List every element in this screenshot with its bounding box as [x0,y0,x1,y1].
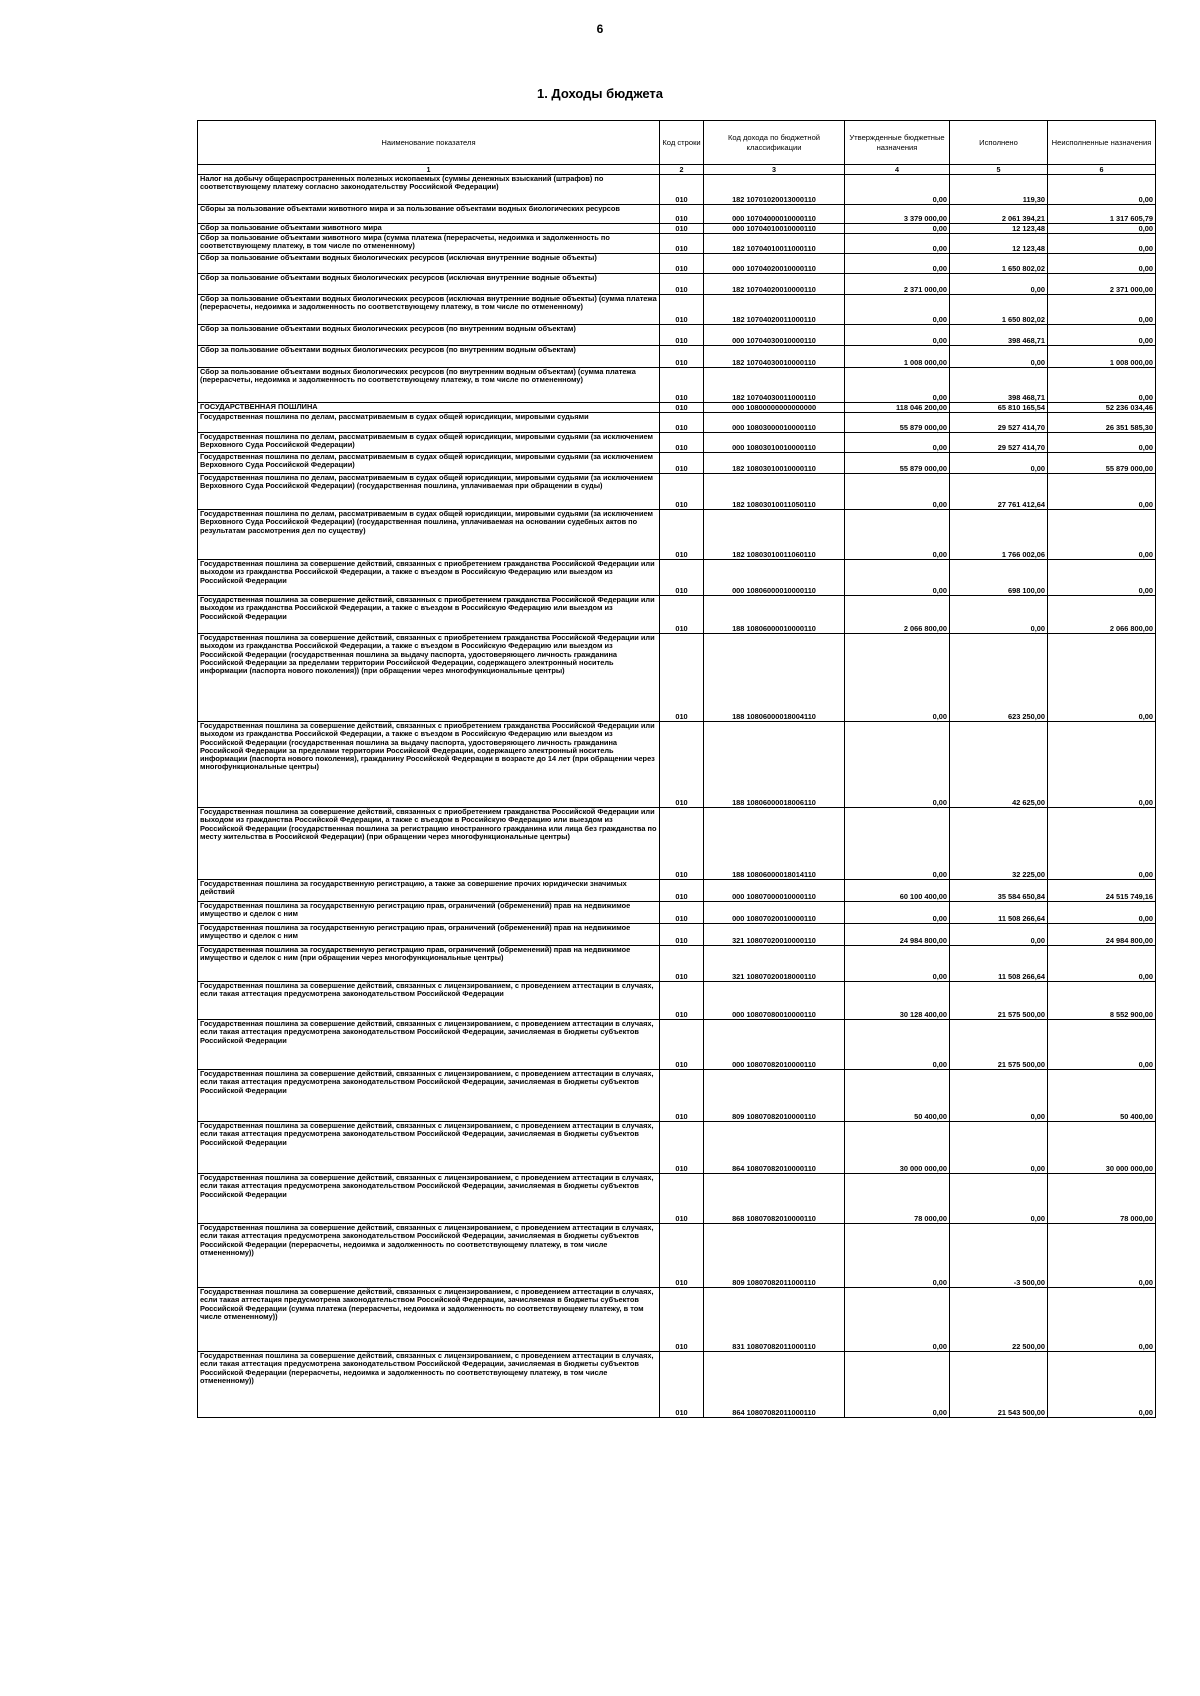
revenue-code-cell: 182 10704030010000110 [704,346,845,368]
unexecuted-amount-cell: 78 000,00 [1048,1174,1156,1224]
unexecuted-amount-cell: 0,00 [1048,224,1156,234]
table-row [198,1174,1156,1224]
table-row [198,254,1156,274]
line-code-cell: 010 [660,902,704,924]
revenue-code-cell: 188 10806000018014110 [704,808,845,880]
line-code-cell: 010 [660,346,704,368]
approved-amount-cell: 0,00 [845,474,950,510]
indicator-name-cell: Государственная пошлина за совершение действий, связанных с приобретением гражданства Российской Федерации или выходом из гражданства Российской Федерации, а также с въездом в Российскую Федерацию или выездом из Российской Федерации [198,560,660,596]
approved-amount-cell: 55 879 000,00 [845,453,950,474]
line-code-cell: 010 [660,175,704,205]
unexecuted-amount-cell: 30 000 000,00 [1048,1122,1156,1174]
executed-amount-cell: -3 500,00 [950,1224,1048,1288]
indicator-name-cell: Сбор за пользование объектами водных биологических ресурсов (по внутренним водным объектам) (сумма платежа (перерасчеты, недоимка и задолженность по соответствующему платежу, в том числе по отмененному) [198,368,660,403]
executed-amount-cell: 398 468,71 [950,368,1048,403]
column-number: 5 [950,165,1048,175]
table-header-row [198,121,1156,165]
header-indicator-name: Наименование показателя [198,121,660,165]
line-code-cell: 010 [660,982,704,1020]
line-code-cell: 010 [660,1174,704,1224]
unexecuted-amount-cell: 0,00 [1048,902,1156,924]
indicator-name-cell: Государственная пошлина за совершение действий, связанных с лицензированием, с проведением аттестации в случаях, если такая аттестация предусмотрена законодательством Российской Федерации, зачисляемая в бюджеты субъектов Российской Федерации [198,1122,660,1174]
revenue-code-cell: 864 10807082011000110 [704,1352,845,1418]
approved-amount-cell: 0,00 [845,1288,950,1352]
unexecuted-amount-cell: 1 008 000,00 [1048,346,1156,368]
indicator-name-cell: Государственная пошлина за совершение действий, связанных с лицензированием, с проведением аттестации в случаях, если такая аттестация предусмотрена законодательством Российской Федерации, зачисляемая в бюджеты субъектов Российской Федерации [198,1174,660,1224]
executed-amount-cell: 0,00 [950,1070,1048,1122]
indicator-name-cell: Сбор за пользование объектами животного мира (сумма платежа (перерасчеты, недоимка и задолженность по соответствующему платежу, в том числе по отмененному) [198,234,660,254]
revenue-code-cell: 000 10807082010000110 [704,1020,845,1070]
budget-revenue-table [197,120,1156,1418]
unexecuted-amount-cell: 0,00 [1048,946,1156,982]
table-row [198,295,1156,325]
indicator-name-cell: Государственная пошлина за совершение действий, связанных с лицензированием, с проведением аттестации в случаях, если такая аттестация предусмотрена законодательством Российской Федерации, зачисляемая в бюджеты субъектов Российской Федерации [198,1020,660,1070]
indicator-name-cell: Государственная пошлина по делам, рассматриваемым в судах общей юрисдикции, мировыми судьями (за исключением Верховного Суда Российской Федерации) (государственная пошлина, уплачиваемая при обращении в суды) [198,474,660,510]
column-number: 2 [660,165,704,175]
table-row [198,325,1156,346]
column-number: 3 [704,165,845,175]
revenue-code-cell: 831 10807082011000110 [704,1288,845,1352]
unexecuted-amount-cell: 0,00 [1048,808,1156,880]
approved-amount-cell: 30 128 400,00 [845,982,950,1020]
revenue-code-cell: 864 10807082010000110 [704,1122,845,1174]
unexecuted-amount-cell: 8 552 900,00 [1048,982,1156,1020]
executed-amount-cell: 21 543 500,00 [950,1352,1048,1418]
executed-amount-cell: 29 527 414,70 [950,413,1048,433]
executed-amount-cell: 11 508 266,64 [950,946,1048,982]
table-row [198,722,1156,808]
line-code-cell: 010 [660,453,704,474]
revenue-code-cell: 000 10803010010000110 [704,433,845,453]
column-number: 1 [198,165,660,175]
unexecuted-amount-cell: 2 371 000,00 [1048,274,1156,295]
unexecuted-amount-cell: 0,00 [1048,510,1156,560]
line-code-cell: 010 [660,722,704,808]
revenue-code-cell: 188 10806000018004110 [704,634,845,722]
revenue-code-cell: 809 10807082011000110 [704,1224,845,1288]
indicator-name-cell: Государственная пошлина за государственную регистрацию, а также за совершение прочих юридически значимых действий [198,880,660,902]
unexecuted-amount-cell: 0,00 [1048,175,1156,205]
unexecuted-amount-cell: 26 351 585,30 [1048,413,1156,433]
revenue-code-cell: 182 10803010011060110 [704,510,845,560]
unexecuted-amount-cell: 0,00 [1048,1224,1156,1288]
indicator-name-cell: Государственная пошлина за совершение действий, связанных с лицензированием, с проведением аттестации в случаях, если такая аттестация предусмотрена законодательством Российской Федерации, зачисляемая в бюджеты субъектов Российской Федерации (сумма платежа (перерасчеты, недоимка и задолженность по соответствующему платежу, в том числе отмененному)) [198,1288,660,1352]
table-row [198,346,1156,368]
table-row [198,1224,1156,1288]
unexecuted-amount-cell: 0,00 [1048,254,1156,274]
revenue-code-cell: 188 10806000018006110 [704,722,845,808]
header-executed: Исполнено [950,121,1048,165]
indicator-name-cell: Государственная пошлина по делам, рассматриваемым в судах общей юрисдикции, мировыми судьями [198,413,660,433]
unexecuted-amount-cell: 0,00 [1048,474,1156,510]
line-code-cell: 010 [660,274,704,295]
approved-amount-cell: 50 400,00 [845,1070,950,1122]
unexecuted-amount-cell: 0,00 [1048,234,1156,254]
indicator-name-cell: Государственная пошлина по делам, рассматриваемым в судах общей юрисдикции, мировыми судьями (за исключением Верховного Суда Российской Федерации) [198,433,660,453]
unexecuted-amount-cell: 0,00 [1048,325,1156,346]
line-code-cell: 010 [660,560,704,596]
unexecuted-amount-cell: 0,00 [1048,295,1156,325]
line-code-cell: 010 [660,325,704,346]
column-number: 6 [1048,165,1156,175]
table-row [198,224,1156,234]
approved-amount-cell: 0,00 [845,234,950,254]
revenue-code-cell: 182 10803010011050110 [704,474,845,510]
approved-amount-cell: 0,00 [845,325,950,346]
executed-amount-cell: 398 468,71 [950,325,1048,346]
indicator-name-cell: Государственная пошлина по делам, рассматриваемым в судах общей юрисдикции, мировыми судьями (за исключением Верховного Суда Российской Федерации) [198,453,660,474]
column-number-row [198,165,1156,175]
approved-amount-cell: 60 100 400,00 [845,880,950,902]
executed-amount-cell: 0,00 [950,924,1048,946]
approved-amount-cell: 0,00 [845,224,950,234]
table-row [198,634,1156,722]
approved-amount-cell: 24 984 800,00 [845,924,950,946]
table-row [198,880,1156,902]
line-code-cell: 010 [660,510,704,560]
executed-amount-cell: 0,00 [950,274,1048,295]
table-row [198,274,1156,295]
approved-amount-cell: 3 379 000,00 [845,205,950,224]
table-row [198,1070,1156,1122]
line-code-cell: 010 [660,234,704,254]
table-row [198,403,1156,413]
table-row [198,946,1156,982]
revenue-code-cell: 182 10704030011000110 [704,368,845,403]
section-title: 1. Доходы бюджета [536,86,664,101]
revenue-code-cell: 000 10704000010000110 [704,205,845,224]
indicator-name-cell: Государственная пошлина за совершение действий, связанных с лицензированием, с проведением аттестации в случаях, если такая аттестация предусмотрена законодательством Российской Федерации, зачисляемая в бюджеты субъектов Российской Федерации [198,1070,660,1122]
unexecuted-amount-cell: 0,00 [1048,560,1156,596]
indicator-name-cell: Сбор за пользование объектами водных биологических ресурсов (исключая внутренние водные объекты) [198,254,660,274]
indicator-name-cell: Государственная пошлина за совершение действий, связанных с приобретением гражданства Российской Федерации или выходом из гражданства Российской Федерации, а также с въездом в Российскую Федерацию или выездом из Российской Федерации [198,596,660,634]
revenue-code-cell: 182 10704020011000110 [704,295,845,325]
unexecuted-amount-cell: 0,00 [1048,1352,1156,1418]
indicator-name-cell: Сбор за пользование объектами животного мира [198,224,660,234]
revenue-code-cell: 000 10800000000000000 [704,403,845,413]
table-row [198,433,1156,453]
executed-amount-cell: 21 575 500,00 [950,982,1048,1020]
approved-amount-cell: 0,00 [845,1020,950,1070]
line-code-cell: 010 [660,1122,704,1174]
executed-amount-cell: 12 123,48 [950,234,1048,254]
column-number: 4 [845,165,950,175]
unexecuted-amount-cell: 24 515 749,16 [1048,880,1156,902]
table-row [198,982,1156,1020]
approved-amount-cell: 0,00 [845,808,950,880]
unexecuted-amount-cell: 2 066 800,00 [1048,596,1156,634]
executed-amount-cell: 1 766 002,06 [950,510,1048,560]
approved-amount-cell: 0,00 [845,433,950,453]
approved-amount-cell: 0,00 [845,368,950,403]
revenue-code-cell: 000 10807080010000110 [704,982,845,1020]
revenue-code-cell: 000 10807020010000110 [704,902,845,924]
indicator-name-cell: Государственная пошлина за совершение действий, связанных с лицензированием, с проведением аттестации в случаях, если такая аттестация предусмотрена законодательством Российской Федерации, зачисляемая в бюджеты субъектов Российской Федерации (перерасчеты, недоимка и задолженность по соответствующему платежу, в том числе отмененному)) [198,1224,660,1288]
page-number: 6 [596,22,604,36]
revenue-code-cell: 868 10807082010000110 [704,1174,845,1224]
table-row [198,596,1156,634]
revenue-code-cell: 000 10807000010000110 [704,880,845,902]
revenue-code-cell: 809 10807082010000110 [704,1070,845,1122]
indicator-name-cell: Государственная пошлина за совершение действий, связанных с приобретением гражданства Российской Федерации или выходом из гражданства Российской Федерации, а также с въездом в Российскую Федерацию или выездом из Российской Федерации (государственная пошлина за выдачу паспорта, удостоверяющего личность гражданина Российской Федерации за пределами территории Российской Федерации, содержащего электронный носитель информации (паспорта нового поколения)) (при обращении через многофункциональные центры) [198,634,660,722]
table-row [198,1020,1156,1070]
executed-amount-cell: 32 225,00 [950,808,1048,880]
line-code-cell: 010 [660,880,704,902]
unexecuted-amount-cell: 52 236 034,46 [1048,403,1156,413]
unexecuted-amount-cell: 0,00 [1048,722,1156,808]
table-row [198,453,1156,474]
line-code-cell: 010 [660,946,704,982]
executed-amount-cell: 0,00 [950,1174,1048,1224]
revenue-code-cell: 321 10807020018000110 [704,946,845,982]
approved-amount-cell: 1 008 000,00 [845,346,950,368]
executed-amount-cell: 0,00 [950,346,1048,368]
table-row [198,1288,1156,1352]
executed-amount-cell: 22 500,00 [950,1288,1048,1352]
table-row [198,175,1156,205]
approved-amount-cell: 0,00 [845,1352,950,1418]
table-row [198,560,1156,596]
table-row [198,1352,1156,1418]
header-unexecuted: Неисполненные назначения [1048,121,1156,165]
approved-amount-cell: 118 046 200,00 [845,403,950,413]
line-code-cell: 010 [660,808,704,880]
line-code-cell: 010 [660,368,704,403]
table-row [198,510,1156,560]
executed-amount-cell: 12 123,48 [950,224,1048,234]
unexecuted-amount-cell: 0,00 [1048,368,1156,403]
executed-amount-cell: 119,30 [950,175,1048,205]
line-code-cell: 010 [660,924,704,946]
approved-amount-cell: 55 879 000,00 [845,413,950,433]
line-code-cell: 010 [660,1020,704,1070]
table-body [198,175,1156,1418]
line-code-cell: 010 [660,413,704,433]
executed-amount-cell: 1 650 802,02 [950,254,1048,274]
indicator-name-cell: Сбор за пользование объектами водных биологических ресурсов (исключая внутренние водные объекты) (сумма платежа (перерасчеты, недоимка и задолженность по соответствующему платежу, в том числе по отмененному) [198,295,660,325]
line-code-cell: 010 [660,596,704,634]
indicator-name-cell: Сбор за пользование объектами водных биологических ресурсов (по внутренним водным объектам) [198,346,660,368]
line-code-cell: 010 [660,403,704,413]
approved-amount-cell: 0,00 [845,510,950,560]
indicator-name-cell: Государственная пошлина за совершение действий, связанных с лицензированием, с проведением аттестации в случаях, если такая аттестация предусмотрена законодательством Российской Федерации, зачисляемая в бюджеты субъектов Российской Федерации (перерасчеты, недоимка и задолженность по соответствующему платежу, в том числе отмененному)) [198,1352,660,1418]
executed-amount-cell: 42 625,00 [950,722,1048,808]
indicator-name-cell: ГОСУДАРСТВЕННАЯ ПОШЛИНА [198,403,660,413]
line-code-cell: 010 [660,224,704,234]
indicator-name-cell: Налог на добычу общераспространенных полезных ископаемых (суммы денежных взысканий (штрафов) по соответствующему платежу согласно законодательству Российской Федерации) [198,175,660,205]
line-code-cell: 010 [660,474,704,510]
indicator-name-cell: Государственная пошлина за совершение действий, связанных с лицензированием, с проведением аттестации в случаях, если такая аттестация предусмотрена законодательством Российской Федерации [198,982,660,1020]
executed-amount-cell: 0,00 [950,596,1048,634]
indicator-name-cell: Государственная пошлина за государственную регистрацию прав, ограничений (обременений) прав на недвижимое имущество и сделок с ним [198,924,660,946]
revenue-code-cell: 188 10806000010000110 [704,596,845,634]
revenue-code-cell: 000 10803000010000110 [704,413,845,433]
approved-amount-cell: 0,00 [845,1224,950,1288]
header-line-code: Код строки [660,121,704,165]
unexecuted-amount-cell: 0,00 [1048,1020,1156,1070]
table-row [198,1122,1156,1174]
approved-amount-cell: 0,00 [845,634,950,722]
header-revenue-code: Код дохода по бюджетной классификации [704,121,845,165]
executed-amount-cell: 65 810 165,54 [950,403,1048,413]
indicator-name-cell: Сборы за пользование объектами животного мира и за пользование объектами водных биологических ресурсов [198,205,660,224]
revenue-code-cell: 182 10803010010000110 [704,453,845,474]
executed-amount-cell: 698 100,00 [950,560,1048,596]
revenue-code-cell: 182 10701020013000110 [704,175,845,205]
line-code-cell: 010 [660,1288,704,1352]
approved-amount-cell: 0,00 [845,722,950,808]
unexecuted-amount-cell: 0,00 [1048,1288,1156,1352]
indicator-name-cell: Государственная пошлина за государственную регистрацию прав, ограничений (обременений) прав на недвижимое имущество и сделок с ним (при обращении через многофункциональные центры) [198,946,660,982]
approved-amount-cell: 0,00 [845,175,950,205]
table-row [198,368,1156,403]
revenue-code-cell: 000 10704030010000110 [704,325,845,346]
approved-amount-cell: 2 371 000,00 [845,274,950,295]
table-row [198,234,1156,254]
indicator-name-cell: Государственная пошлина по делам, рассматриваемым в судах общей юрисдикции, мировыми судьями (за исключением Верховного Суда Российской Федерации) (государственная пошлина, уплачиваемая на основании судебных актов по результатам рассмотрения дел по существу) [198,510,660,560]
unexecuted-amount-cell: 1 317 605,79 [1048,205,1156,224]
unexecuted-amount-cell: 50 400,00 [1048,1070,1156,1122]
executed-amount-cell: 27 761 412,64 [950,474,1048,510]
unexecuted-amount-cell: 0,00 [1048,433,1156,453]
indicator-name-cell: Сбор за пользование объектами водных биологических ресурсов (по внутренним водным объектам) [198,325,660,346]
revenue-code-cell: 182 10704020010000110 [704,274,845,295]
executed-amount-cell: 29 527 414,70 [950,433,1048,453]
table-row [198,413,1156,433]
line-code-cell: 010 [660,634,704,722]
table-row [198,924,1156,946]
revenue-code-cell: 000 10806000010000110 [704,560,845,596]
revenue-code-cell: 000 10704020010000110 [704,254,845,274]
line-code-cell: 010 [660,433,704,453]
approved-amount-cell: 0,00 [845,946,950,982]
indicator-name-cell: Сбор за пользование объектами водных биологических ресурсов (исключая внутренние водные объекты) [198,274,660,295]
executed-amount-cell: 623 250,00 [950,634,1048,722]
executed-amount-cell: 0,00 [950,453,1048,474]
line-code-cell: 010 [660,1070,704,1122]
executed-amount-cell: 2 061 394,21 [950,205,1048,224]
executed-amount-cell: 0,00 [950,1122,1048,1174]
executed-amount-cell: 21 575 500,00 [950,1020,1048,1070]
indicator-name-cell: Государственная пошлина за совершение действий, связанных с приобретением гражданства Российской Федерации или выходом из гражданства Российской Федерации, а также с въездом в Российскую Федерацию или выездом из Российской Федерации (государственная пошлина за выдачу паспорта, удостоверяющего личность гражданина Российской Федерации за пределами территории Российской Федерации, содержащего электронный носитель информации (паспорта нового поколения), гражданину Российской Федерации в возрасте до 14 лет (при обращении через многофункциональные центры) [198,722,660,808]
executed-amount-cell: 1 650 802,02 [950,295,1048,325]
table-row [198,902,1156,924]
line-code-cell: 010 [660,205,704,224]
table-row [198,474,1156,510]
indicator-name-cell: Государственная пошлина за совершение действий, связанных с приобретением гражданства Российской Федерации или выходом из гражданства Российской Федерации, а также с въездом в Российскую Федерацию или выездом из Российской Федерации (государственная пошлина за регистрацию иностранного гражданина или лица без гражданства по месту жительства в Российской Федерации) (при обращении через многофункциональные центры) [198,808,660,880]
unexecuted-amount-cell: 24 984 800,00 [1048,924,1156,946]
executed-amount-cell: 11 508 266,64 [950,902,1048,924]
approved-amount-cell: 2 066 800,00 [845,596,950,634]
approved-amount-cell: 0,00 [845,902,950,924]
header-approved: Утвержденные бюджетные назначения [845,121,950,165]
approved-amount-cell: 0,00 [845,254,950,274]
revenue-code-cell: 000 10704010010000110 [704,224,845,234]
line-code-cell: 010 [660,254,704,274]
executed-amount-cell: 35 584 650,84 [950,880,1048,902]
approved-amount-cell: 78 000,00 [845,1174,950,1224]
line-code-cell: 010 [660,1352,704,1418]
approved-amount-cell: 0,00 [845,295,950,325]
revenue-code-cell: 321 10807020010000110 [704,924,845,946]
unexecuted-amount-cell: 0,00 [1048,634,1156,722]
indicator-name-cell: Государственная пошлина за государственную регистрацию прав, ограничений (обременений) прав на недвижимое имущество и сделок с ним [198,902,660,924]
revenue-code-cell: 182 10704010011000110 [704,234,845,254]
table-row [198,205,1156,224]
unexecuted-amount-cell: 55 879 000,00 [1048,453,1156,474]
line-code-cell: 010 [660,295,704,325]
line-code-cell: 010 [660,1224,704,1288]
approved-amount-cell: 30 000 000,00 [845,1122,950,1174]
approved-amount-cell: 0,00 [845,560,950,596]
table-row [198,808,1156,880]
